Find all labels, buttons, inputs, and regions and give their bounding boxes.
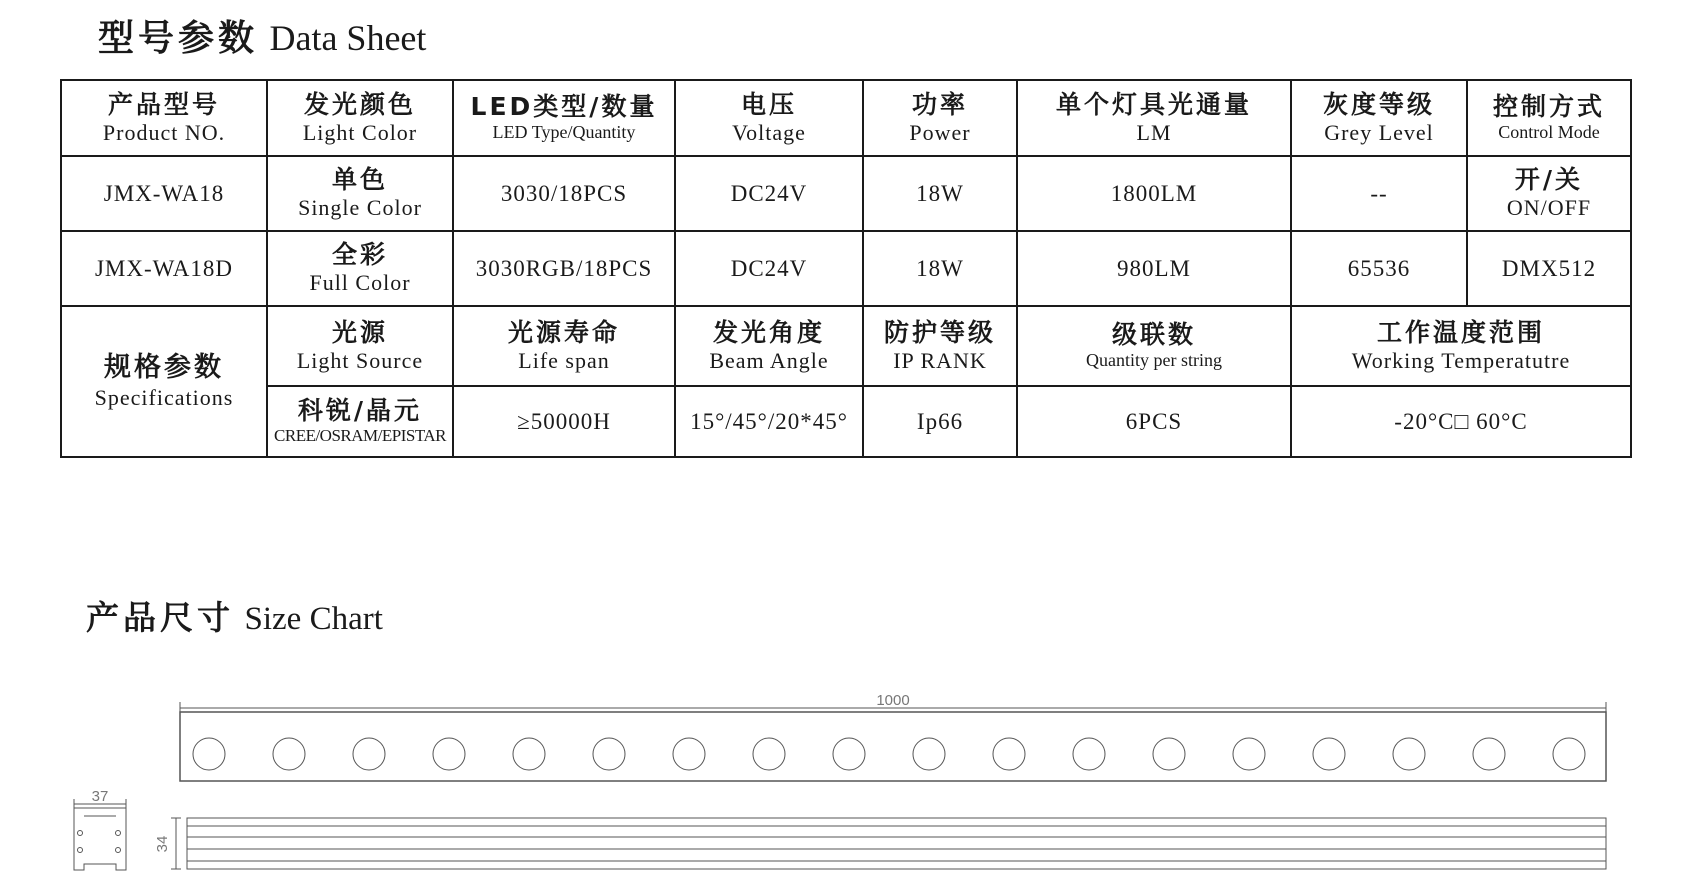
width-label: 37 — [91, 788, 109, 805]
header-product-no: 产品型号 Product NO. — [61, 80, 267, 156]
led-circle — [1393, 738, 1425, 770]
led-circle — [993, 738, 1025, 770]
header-beam-angle: 发光角度 Beam Angle — [675, 306, 863, 386]
cell-led: 3030RGB/18PCS — [453, 231, 675, 306]
fixture-end-view — [74, 799, 126, 870]
cell-light-source: 科锐/晶元 CREE/OSRAM/EPISTAR — [267, 386, 453, 457]
cell-power: 18W — [863, 156, 1017, 231]
specifications-label: 规格参数 Specifications — [61, 306, 267, 457]
fixture-top-view — [180, 712, 1606, 781]
cell-quantity-per-string: 6PCS — [1017, 386, 1291, 457]
led-circle — [1233, 738, 1265, 770]
cell-grey: 65536 — [1291, 231, 1467, 306]
header-quantity-per-string: 级联数 Quantity per string — [1017, 306, 1291, 386]
led-circle — [273, 738, 305, 770]
led-circle — [1313, 738, 1345, 770]
cell-control: DMX512 — [1467, 231, 1631, 306]
header-voltage: 电压 Voltage — [675, 80, 863, 156]
header-lm: 单个灯具光通量 LM — [1017, 80, 1291, 156]
led-circle — [1073, 738, 1105, 770]
led-circle — [673, 738, 705, 770]
led-circle — [913, 738, 945, 770]
cell-color: 单色 Single Color — [267, 156, 453, 231]
cell-working-temperature: -20°C□ 60°C — [1291, 386, 1631, 457]
header-power: 功率 Power — [863, 80, 1017, 156]
fixture-side-view — [171, 818, 1606, 869]
size-chart-title-cn: 产品尺寸 — [86, 598, 234, 637]
size-chart-title-en: Size Chart — [244, 601, 383, 637]
header-light-color: 发光颜色 Light Color — [267, 80, 453, 156]
led-circle — [353, 738, 385, 770]
header-working-temperature: 工作温度范围 Working Temperatutre — [1291, 306, 1631, 386]
led-array — [193, 738, 1585, 770]
cell-product: JMX-WA18 — [61, 156, 267, 231]
length-label: 1000 — [876, 692, 910, 709]
header-grey-level: 灰度等级 Grey Level — [1291, 80, 1467, 156]
cell-power: 18W — [863, 231, 1017, 306]
cell-voltage: DC24V — [675, 231, 863, 306]
header-control-mode: 控制方式 Control Mode — [1467, 80, 1631, 156]
cell-voltage: DC24V — [675, 156, 863, 231]
header-ip-rank: 防护等级 IP RANK — [863, 306, 1017, 386]
led-circle — [193, 738, 225, 770]
cell-ip-rank: Ip66 — [863, 386, 1017, 457]
data-sheet-title-cn: 型号参数 — [98, 18, 259, 59]
led-circle — [833, 738, 865, 770]
cell-beam-angle: 15°/45°/20*45° — [675, 386, 863, 457]
cell-color: 全彩 Full Color — [267, 231, 453, 306]
header-led-type: LED类型/数量 LED Type/Quantity — [453, 80, 675, 156]
cell-control: 开/关 ON/OFF — [1467, 156, 1631, 231]
cell-product: JMX-WA18D — [61, 231, 267, 306]
led-circle — [593, 738, 625, 770]
cell-lm: 1800LM — [1017, 156, 1291, 231]
led-circle — [753, 738, 785, 770]
led-circle — [1153, 738, 1185, 770]
cell-lm: 980LM — [1017, 231, 1291, 306]
cell-grey: -- — [1291, 156, 1467, 231]
led-circle — [1553, 738, 1585, 770]
header-light-source: 光源 Light Source — [267, 306, 453, 386]
height-label: 34 — [154, 835, 171, 853]
led-circle — [433, 738, 465, 770]
header-life-span: 光源寿命 Life span — [453, 306, 675, 386]
data-sheet-title-en: Data Sheet — [269, 18, 427, 58]
led-circle — [513, 738, 545, 770]
cell-led: 3030/18PCS — [453, 156, 675, 231]
led-circle — [1473, 738, 1505, 770]
cell-life-span: ≥50000H — [453, 386, 675, 457]
